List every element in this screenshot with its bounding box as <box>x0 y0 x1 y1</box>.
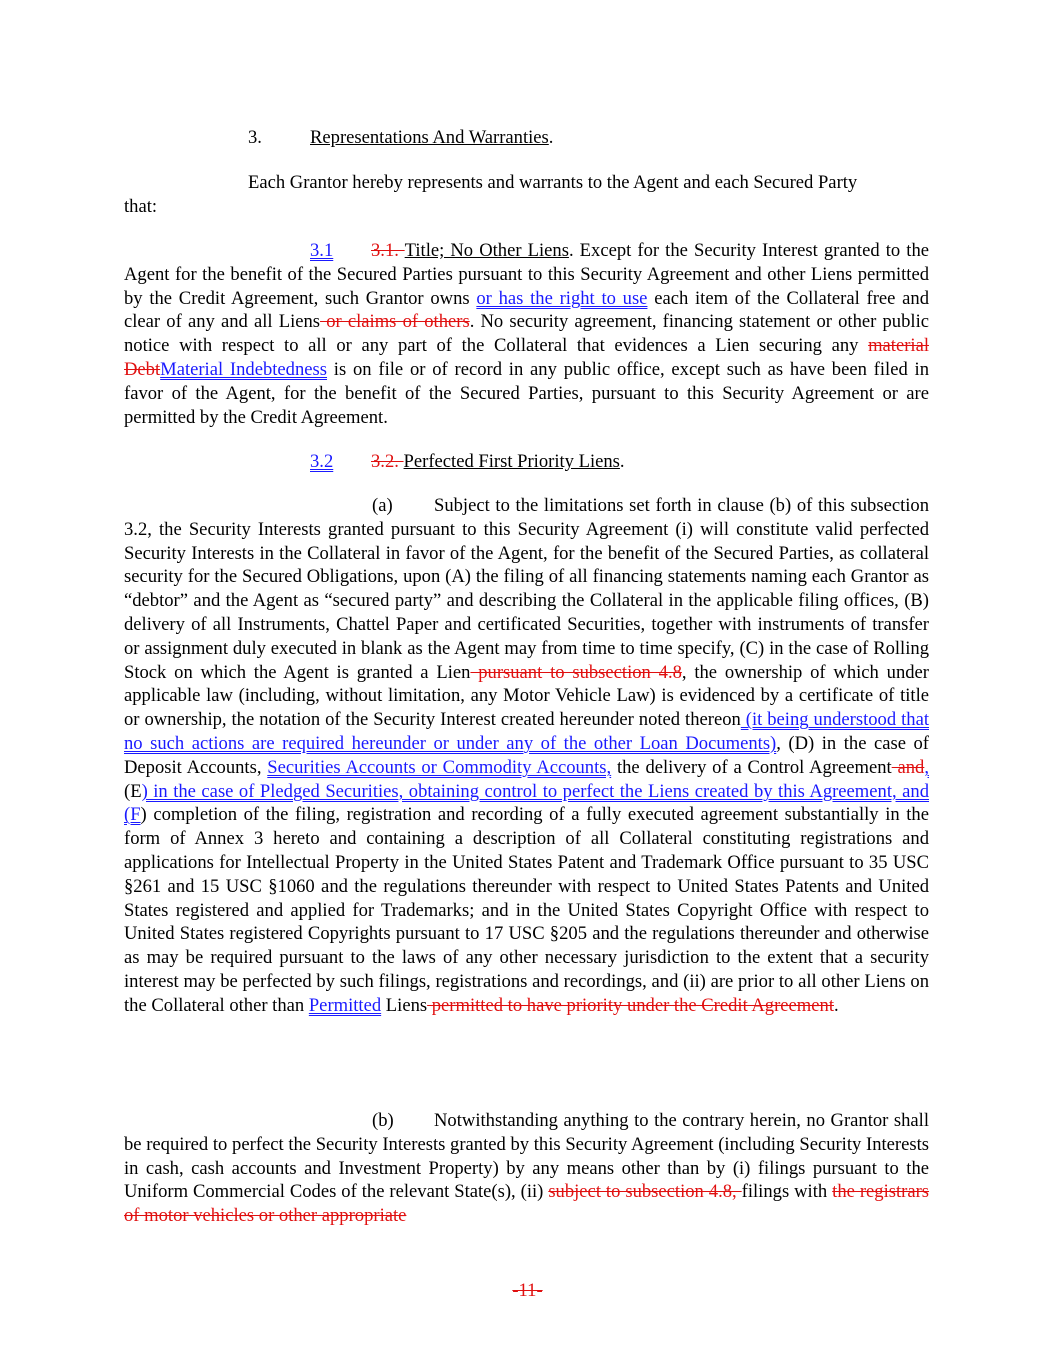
deletion: or claims of others <box>320 311 470 333</box>
subsection-3-2-heading <box>310 450 625 474</box>
subsection-3-2-number[interactable]: 3.2 <box>310 451 334 472</box>
text-run: (E <box>124 780 142 802</box>
text-run: . No security agreement, financing statement or other public notice with respect to all or any part of the Collateral that evidences a Lien securing any <box>124 311 929 357</box>
text-run: each item of the Collateral free and clear of any and all Liens <box>124 287 929 333</box>
section-title: Representations And Warranties <box>310 127 549 148</box>
deletion: pursuant to subsection 4.8 <box>470 661 682 683</box>
section-3-intro-continuation <box>124 195 929 219</box>
deletion: subject to subsection 4.8, <box>548 1181 742 1203</box>
intro-text-first: Each Grantor hereby represents and warrants to the Agent and each Secured Party <box>248 172 858 193</box>
page-number: -11- <box>512 1280 543 1301</box>
clause-label-b: (b) <box>372 1110 394 1131</box>
page-footer <box>0 1279 1055 1303</box>
insertion[interactable]: , <box>924 756 929 778</box>
subsection-3-2-a <box>124 494 929 1018</box>
section-3-intro <box>124 171 929 195</box>
subsection-3-1-number[interactable]: 3.1 <box>310 240 334 261</box>
subsection-3-2-b <box>124 1109 929 1228</box>
text-run: Subject to the limitations set forth in clause (b) of this subsection 3.2, the Security Interests granted pursuant to this Security Agreement (i) will constitute valid perfected Security Interests in the Collateral in favor of the Agent, for the benefit of the Secured Parties, as collateral security for the Secured Obligations, upon (A) the filing of all financing statements naming each Grantor as “debtor” and the Agent as “secured party” and describing the Collateral in the applicable filing offices, (B) delivery of all Instruments, Chattel Paper and certificated Securities, together with instruments of transfer or assignment duly executed in blank as the Agent may from time to time specify, (C) in the case of Rolling Stock on which the Agent is granted a Lien <box>124 495 929 683</box>
text-run: Liens <box>381 994 428 1016</box>
text-run: Notwithstanding anything to the contrary herein, no Grantor shall be required to perfect the Security Interests granted by this Security Agreement (including Security Interests in cash, cash accounts and Investment Property) by any means other than by (i) filings pursuant to the Uniform Commercial Codes of the relevant State(s), (ii) <box>124 1110 929 1203</box>
deletion: material Debt <box>124 335 929 380</box>
text-run: , (D) in the case of Deposit Accounts, <box>124 732 929 778</box>
section-title-period: . <box>548 127 554 148</box>
insertion[interactable]: (it being understood that no such actions are required hereunder or under any of the other Loan Documents) <box>124 709 929 754</box>
text-run: . Except for the Security Interest granted to the Agent for the benefit of the Secured Parties pursuant to this Security Agreement and other Liens permitted by the Credit Agreement, such Grantor owns <box>124 240 930 309</box>
insertion[interactable]: or has the right to use <box>476 287 648 309</box>
text-run: filings with <box>741 1181 833 1203</box>
insertion[interactable]: Securities Accounts or Commodity Accounts, <box>267 756 612 778</box>
title-period: . <box>619 451 625 472</box>
insertion[interactable]: ) in the case of Pledged Securities, obtaining control to perfect the Liens created by this Agreement, and (F <box>124 780 929 826</box>
insertion[interactable]: Permitted <box>308 994 382 1016</box>
deletion: the registrars of motor vehicles or other appropriate <box>124 1181 930 1227</box>
text-run: , the ownership of which under applicable law (including, without limitation, any Motor Vehicle Law) is evidenced by a certificate of title or ownership, the notation of the Security Interest created hereunder noted thereon <box>124 661 929 731</box>
section-number: 3. <box>248 127 262 148</box>
clause-label-a: (a) <box>372 495 393 516</box>
insertion[interactable]: Material Indebtedness <box>160 358 328 380</box>
subsection-3-1 <box>124 239 929 429</box>
subsection-3-1-title: Title; No Other Liens <box>404 240 569 261</box>
section-3-heading <box>248 126 553 150</box>
subsection-3-1-old-number: 3.1. <box>371 240 405 261</box>
deletion: and <box>891 756 925 778</box>
subsection-3-2-old-number: 3.2. <box>371 451 404 472</box>
deletion: permitted to have priority under the Credit Agreement <box>427 994 834 1016</box>
text-run: . <box>833 994 839 1016</box>
subsection-3-2-title: Perfected First Priority Liens <box>403 451 620 472</box>
text-run: ) completion of the filing, registration and recording of a fully executed agreement substantially in the form of Annex 3 hereto and containing a description of all Collateral constituting registrations and applications for Intellectual Property in the United States Patent and Trademark Office pursuant to 35 USC §261 and 15 USC §1060 and the regulations thereunder with respect to United States Patents and United States registered and applied for Trademarks; and in the United States Copyright Office with respect to United States registered Copyrights pursuant to 17 USC §205 and the regulations thereunder and otherwise as may be required pursuant to the laws of any other necessary jurisdiction to the extent that a security interest may be perfected by such filings, registrations and recordings, and (ii) are prior to all other Liens on the Collateral other than <box>124 804 929 1016</box>
text-run: the delivery of a Control Agreement <box>611 756 892 778</box>
text-run: is on file or of record in any public office, except such as have been filed in favor of the Agent, for the benefit of the Secured Parties, pursuant to this Security Agreement or are permitted by the Credit Agreement. <box>124 358 930 428</box>
intro-text-rest: that: <box>124 196 158 217</box>
